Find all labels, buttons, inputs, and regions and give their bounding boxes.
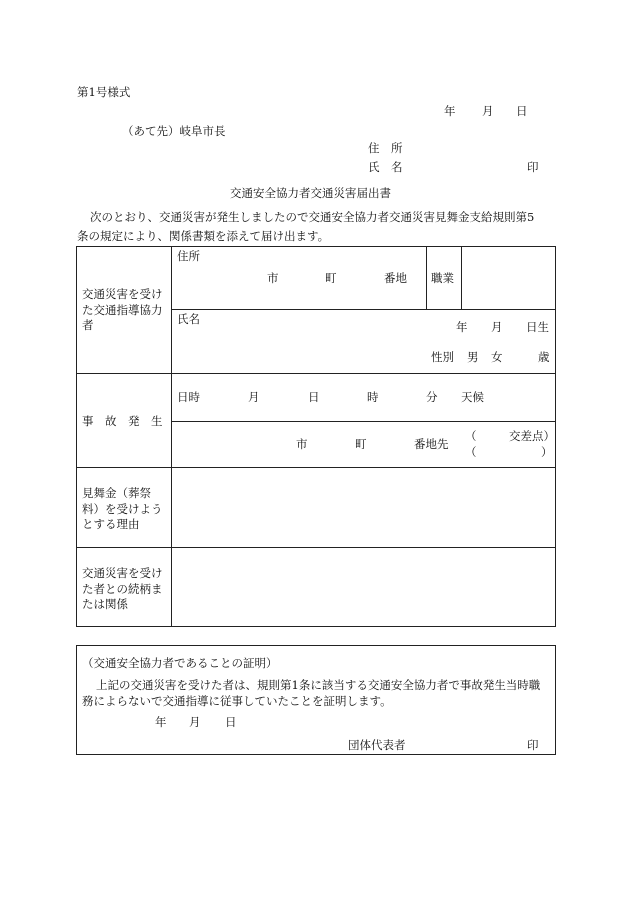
relation-header: 交通災害を受けた者との続柄または関係 (82, 566, 163, 611)
paren-open: （ (465, 445, 477, 459)
form-number: 第1号様式 (77, 85, 131, 99)
accident-month: 月 (248, 390, 260, 404)
certificate-heading: （交通安全協力者であることの証明） (82, 656, 278, 670)
addressee: （あて先）岐阜市長 (122, 124, 226, 138)
intro-line-2: 条の規定により、関係書類を添えて届け出ます。 (77, 229, 330, 243)
occupation-label: 職業 (431, 271, 454, 285)
birth-year: 年 (456, 320, 468, 334)
certificate-line-1: 上記の交通災害を受けた者は、規則第1条に該当する交通安全協力者で事故発生当時職 (96, 678, 541, 692)
applicant-address-label: 住 所 (368, 141, 403, 155)
victim-town: 町 (325, 271, 337, 285)
victim-header: 交通災害を受けた交通指導協力者 (82, 287, 163, 332)
intro-line-1: 次のとおり、交通災害が発生しましたので交通安全協力者交通災害見舞金支給規則第5 (90, 210, 535, 224)
accident-minute: 分 (426, 390, 438, 404)
accident-hour: 時 (367, 390, 379, 404)
certificate-day: 日 (225, 715, 237, 729)
weather-label: 天候 (461, 390, 484, 404)
age-label: 歳 (538, 350, 550, 364)
date-day-label: 日 (516, 104, 528, 118)
birth-day: 日生 (526, 320, 549, 334)
row-divider (171, 421, 556, 422)
certificate-seal: 印 (527, 738, 539, 752)
location-town: 町 (355, 437, 367, 451)
sex-male: 男 (467, 350, 479, 364)
column-divider (461, 246, 462, 309)
row-divider (76, 467, 556, 468)
reason-header: 見舞金（葬祭料）を受けようとする理由 (82, 486, 163, 531)
document-title: 交通安全協力者交通災害届出書 (230, 186, 391, 200)
certificate-line-2: 務によらないで交通指導に従事していたことを証明します。 (82, 694, 392, 708)
birth-month: 月 (491, 320, 503, 334)
intersection-close: 交差点） (509, 429, 555, 443)
intersection-open: （ (465, 429, 477, 443)
date-year-label: 年 (444, 104, 456, 118)
location-city: 市 (296, 437, 308, 451)
paren-close: ） (541, 445, 553, 459)
datetime-label: 日時 (177, 390, 200, 404)
accident-header: 事 故 発 生 (82, 414, 163, 428)
certificate-month: 月 (189, 715, 201, 729)
applicant-name-label: 氏 名 (368, 160, 403, 174)
representative-label: 団体代表者 (348, 738, 406, 752)
victim-banchi: 番地 (384, 271, 407, 285)
sex-label: 性別 (431, 350, 454, 364)
victim-city: 市 (267, 271, 279, 285)
row-divider (76, 547, 556, 548)
date-month-label: 月 (482, 104, 494, 118)
accident-day: 日 (308, 390, 320, 404)
victim-name-label: 氏名 (177, 312, 200, 326)
row-divider (171, 309, 556, 310)
victim-address-label: 住所 (177, 249, 200, 263)
applicant-seal: 印 (527, 160, 539, 174)
sex-female: 女 (491, 350, 503, 364)
column-divider (426, 246, 427, 309)
column-divider (171, 246, 172, 627)
location-banchi: 番地先 (414, 437, 449, 451)
row-divider (76, 373, 556, 374)
certificate-year: 年 (155, 715, 167, 729)
